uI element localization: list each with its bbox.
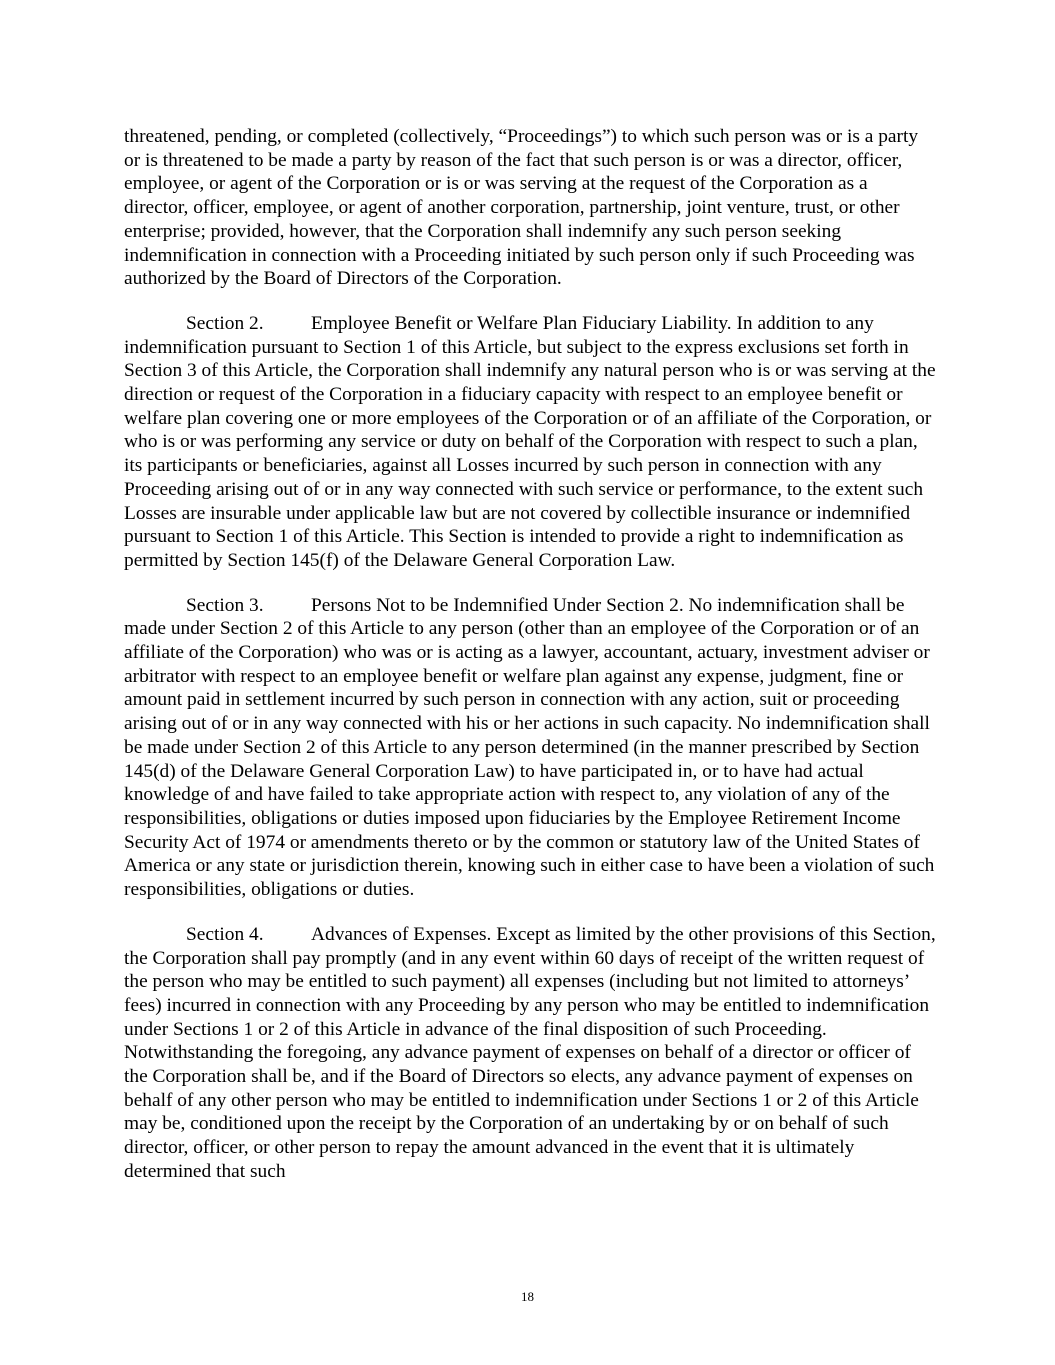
- paragraph-continuation: [124, 125, 936, 291]
- paragraph-text: Advances of Expenses. Except as limited by the other provisions of this Section, the Corporation shall pay promptly (and in any event within 60 days of receipt of the written request of the person who may be entitled to such payment) all expenses (including but not limited to attorneys’ fees) incurred in connection with any Proceeding by any person who may be entitled to indemnification under Sections 1 or 2 of this Article in advance of the final disposition of such Proceeding. Notwithstanding the foregoing, any advance payment of expenses on behalf of a director or officer of the Corporation shall be, and if the Board of Directors so elects, any advance payment of expenses on behalf of any other person who may be entitled to indemnification under Sections 1 or 2 of this Article may be, conditioned upon the receipt by the Corporation of an undertaking by or on behalf of such director, officer, or other person to repay the amount advanced in the event that it is ultimately determined that such: [124, 923, 936, 1182]
- paragraph-text: Persons Not to be Indemnified Under Section 2. No indemnification shall be made under Section 2 of this Article to any person (other than an employee of the Corporation or of an affiliate of the Corporation) who was or is acting as a lawyer, accountant, actuary, investment adviser or arbitrator with respect to an employee benefit or welfare plan against any expense, judgment, fine or amount paid in settlement incurred by such person in connection with any action, suit or proceeding arising out of or in any way connected with his or her actions in such capacity. No indemnification shall be made under Section 2 of this Article to any person determined (in the manner prescribed by Section 145(d) of the Delaware General Corporation Law) to have participated in, or to have had actual knowledge of and have failed to take appropriate action with respect to, any violation of any of the responsibilities, obligations or duties imposed upon fiduciaries by the Employee Retirement Income Security Act of 1974 or amendments thereto or by the common or statutory law of the United States of America or any state or jurisdiction therein, knowing such in either case to have been a violation of such responsibilities, obligations or duties.: [124, 594, 935, 901]
- paragraph-section-3: [124, 594, 936, 902]
- section-number: Section 4.: [186, 923, 264, 945]
- paragraph-section-2: [124, 312, 936, 573]
- document-body: [124, 125, 936, 1205]
- paragraph-text: threatened, pending, or completed (collectively, “Proceedings”) to which such person was or is a party or is threatened to be made a party by reason of the fact that such person is or was a director, officer, employee, or agent of the Corporation or is or was serving at the request of the Corporation as a director, officer, employee, or agent of another corporation, partnership, joint venture, trust, or other enterprise; provided, however, that the Corporation shall indemnify any such person seeking indemnification in connection with a Proceeding initiated by such person only if such Proceeding was authorized by the Board of Directors of the Corporation.: [124, 126, 919, 290]
- paragraph-text: Employee Benefit or Welfare Plan Fiduciary Liability. In addition to any indemnification pursuant to Section 1 of this Article, but subject to the express exclusions set forth in Section 3 of this Article, the Corporation shall indemnify any natural person who is or was serving at the direction or request of the Corporation in a fiduciary capacity with respect to an employee benefit or welfare plan covering one or more employees of the Corporation or of an affiliate of the Corporation, or who is or was performing any service or duty on behalf of the Corporation with respect to such a plan, its participants or beneficiaries, against all Losses incurred by such person in connection with any Proceeding arising out of or in any way connected with such service or performance, to the extent such Losses are insurable under applicable law but are not covered by collectible insurance or indemnified pursuant to Section 1 of this Article. This Section is intended to provide a right to indemnification as permitted by Section 145(f) of the Delaware General Corporation Law.: [124, 312, 936, 571]
- section-number: Section 3.: [186, 594, 264, 616]
- page-number: 18: [521, 1289, 534, 1304]
- section-number: Section 2.: [186, 312, 264, 334]
- paragraph-section-4: [124, 923, 936, 1184]
